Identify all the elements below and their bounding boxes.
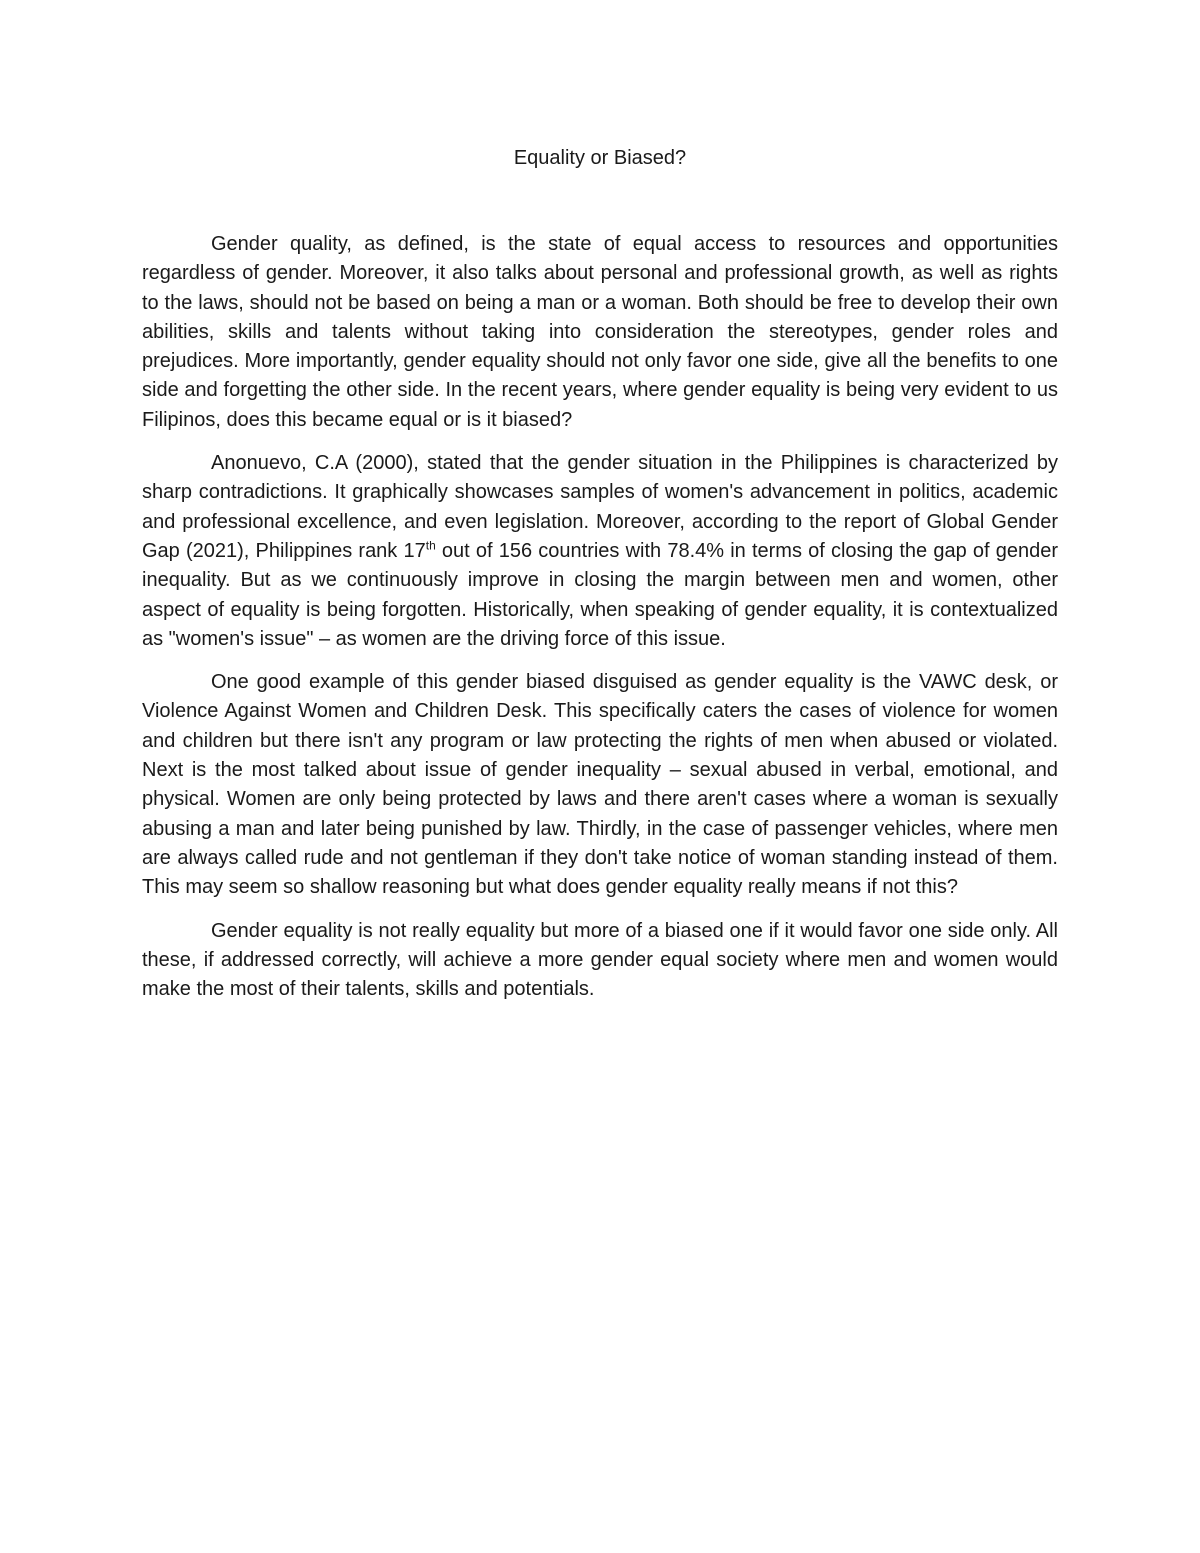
document-title: Equality or Biased? xyxy=(513,147,687,169)
paragraph-examples: One good example of this gender biased disguised as gender equality is the VAWC desk, or Violence Against Women and Children Desk. This specifically caters the cases of violence for women and children but there isn't any program or law protecting the rights of men when abused or violated. Next is the most talked about issue of gender inequality – sexual abused in verbal, emotional, and physical. Women are only being protected by laws and there aren't cases where a woman is sexually abusing a man and later being punished by law. Thirdly, in the case of passenger vehicles, where men are always called rude and not gentleman if they don't take notice of woman standing instead of them. This may seem so shallow reasoning but what does gender equality really means if not this? xyxy=(142,671,1058,899)
paragraph-text-after-superscript: out of 156 countries with 78.4% in terms of closing the gap of gender inequality. But as we continuously improve in closing the margin between men and women, other aspect of equality is being forgotten. Historically, when speaking of gender equality, it is contextualized as "women's issue" – as women are the driving force of this issue. xyxy=(142,539,1059,650)
document-body xyxy=(142,230,1058,1018)
ordinal-superscript: th xyxy=(425,538,436,553)
paragraph-philippines-context xyxy=(142,449,1058,654)
paragraph-text-before-superscript: Anonuevo, C.A (2000), stated that the gender situation in the Philippines is characterized by sharp contradictions. It graphically showcases samples of women's advancement in politics, academic and professional excellence, and even legislation. Moreover, according to the report of Global Gender Gap (2021), Philippines rank 17 xyxy=(142,452,1058,562)
paragraph-conclusion: Gender equality is not really equality but more of a biased one if it would favor one side only. All these, if addressed correctly, will achieve a more gender equal society where men and women would make the most of their talents, skills and potentials. xyxy=(142,919,1058,1001)
paragraph-definition: Gender quality, as defined, is the state of equal access to resources and opportunities regardless of gender. Moreover, it also talks about personal and professional growth, as well as rights to the laws, should not be based on being a man or a woman. Both should be free to develop their own abilities, skills and talents without taking into consideration the stereotypes, gender roles and prejudices. More importantly, gender equality should not only favor one side, give all the benefits to one side and forgetting the other side. In the recent years, where gender equality is being very evident to us Filipinos, does this became equal or is it biased? xyxy=(142,233,1058,431)
